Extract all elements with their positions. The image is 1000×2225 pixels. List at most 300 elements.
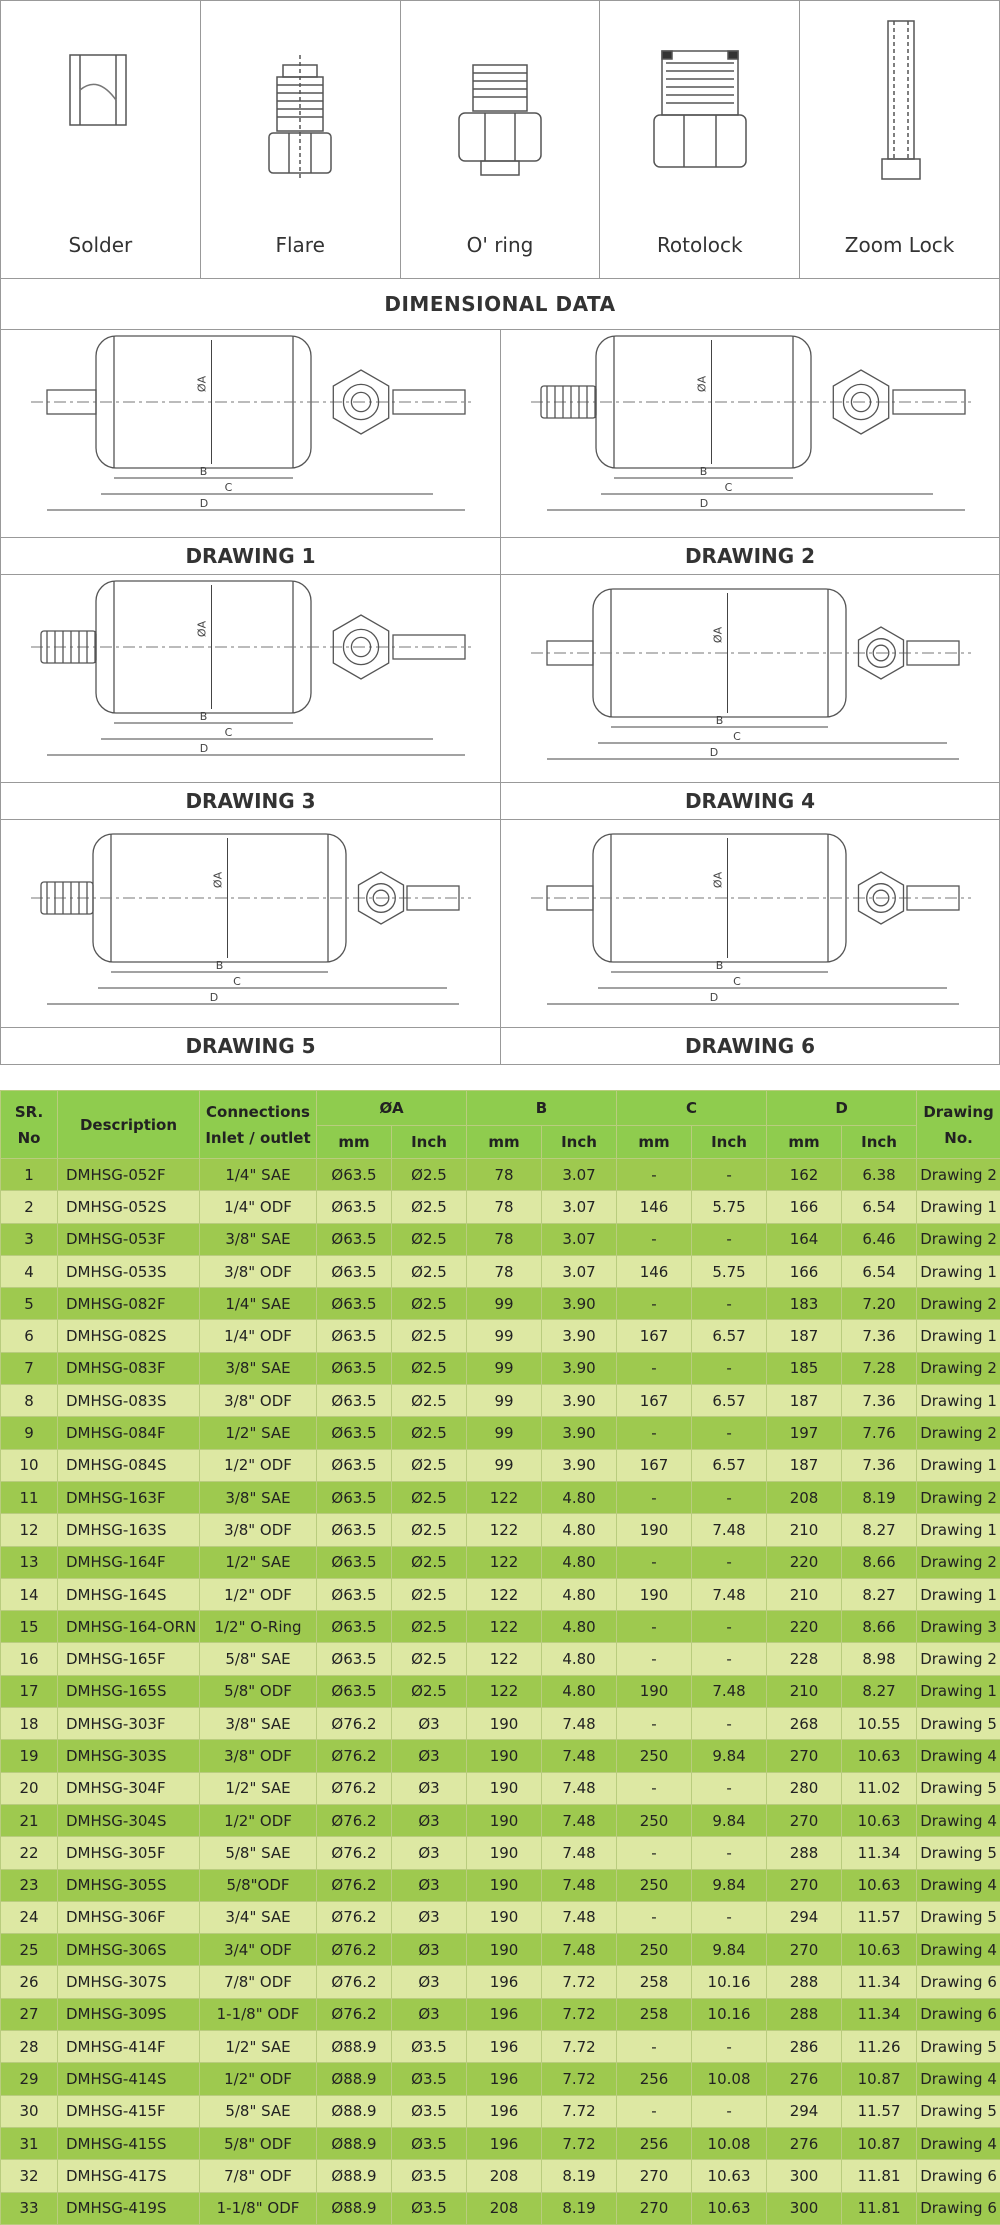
cell-c-mm: - [617, 2031, 692, 2063]
cell-connection: 3/4" SAE [200, 1901, 317, 1933]
cell-dia-a-inch: Ø2.5 [392, 1481, 467, 1513]
cell-d-inch: 10.63 [842, 1804, 917, 1836]
cell-d-mm: 288 [767, 1998, 842, 2030]
dimensional-data-title: DIMENSIONAL DATA [0, 279, 1000, 330]
cell-c-mm: 250 [617, 1934, 692, 1966]
drawing-5 [0, 820, 500, 1065]
table-row [1, 2160, 1000, 2192]
cell-dia-a-mm: Ø63.5 [317, 1675, 392, 1707]
table-row [1, 1837, 1000, 1869]
dimension-label-b: B [700, 465, 708, 478]
dimension-label-c: C [225, 481, 233, 494]
cell-sr-no: 30 [1, 2095, 58, 2127]
cell-c-inch: 9.84 [692, 1804, 767, 1836]
cell-b-mm: 190 [467, 1772, 542, 1804]
cell-c-mm: 250 [617, 1869, 692, 1901]
cell-b-inch: 7.48 [542, 1869, 617, 1901]
cell-c-mm: - [617, 1288, 692, 1320]
cell-b-mm: 99 [467, 1417, 542, 1449]
cell-d-mm: 187 [767, 1385, 842, 1417]
cell-c-mm: 258 [617, 1998, 692, 2030]
connection-types [0, 0, 1000, 279]
cell-sr-no: 28 [1, 2031, 58, 2063]
table-row [1, 1643, 1000, 1675]
cell-dia-a-mm: Ø63.5 [317, 1385, 392, 1417]
cell-d-inch: 7.76 [842, 1417, 917, 1449]
zoom-lock-fitting-icon [870, 15, 930, 195]
cell-drawing-no: Drawing 6 [917, 2192, 1000, 2224]
cell-c-inch: 10.16 [692, 1998, 767, 2030]
cell-sr-no: 22 [1, 1837, 58, 1869]
cell-dia-a-mm: Ø88.9 [317, 2063, 392, 2095]
cell-description: DMHSG-306F [58, 1901, 200, 1933]
cell-description: DMHSG-083F [58, 1352, 200, 1384]
cell-d-mm: 164 [767, 1223, 842, 1255]
cell-connection: 1/2" ODF [200, 1449, 317, 1481]
cell-drawing-no: Drawing 4 [917, 1934, 1000, 1966]
cell-c-mm: - [617, 1223, 692, 1255]
cell-c-inch: 9.84 [692, 1869, 767, 1901]
dimension-label-b: B [200, 710, 208, 723]
drawing-1 [0, 330, 500, 575]
cell-d-mm: 280 [767, 1772, 842, 1804]
cell-c-mm: 167 [617, 1385, 692, 1417]
cell-c-mm: - [617, 1708, 692, 1740]
cell-description: DMHSG-305S [58, 1869, 200, 1901]
cell-c-mm: - [617, 1159, 692, 1191]
cell-sr-no: 21 [1, 1804, 58, 1836]
cell-dia-a-mm: Ø63.5 [317, 1288, 392, 1320]
connection-rotolock [600, 1, 800, 279]
dimension-label-a: ØA [712, 626, 725, 643]
header-unit-mm: mm [617, 1126, 692, 1159]
cell-d-inch: 7.20 [842, 1288, 917, 1320]
dimension-label-a: ØA [212, 871, 225, 888]
cell-dia-a-mm: Ø63.5 [317, 1611, 392, 1643]
cell-b-inch: 7.72 [542, 1998, 617, 2030]
cell-drawing-no: Drawing 6 [917, 1998, 1000, 2030]
dimension-label-d: D [200, 497, 208, 510]
cell-d-inch: 11.34 [842, 1998, 917, 2030]
cell-description: DMHSG-053F [58, 1223, 200, 1255]
cell-b-inch: 7.48 [542, 1837, 617, 1869]
cell-dia-a-inch: Ø2.5 [392, 1385, 467, 1417]
cell-description: DMHSG-307S [58, 1966, 200, 1998]
cell-drawing-no: Drawing 5 [917, 2031, 1000, 2063]
drawings-grid [0, 330, 1000, 1065]
specs-table-body [1, 1159, 1000, 2225]
cell-d-mm: 187 [767, 1320, 842, 1352]
cell-sr-no: 9 [1, 1417, 58, 1449]
cell-sr-no: 31 [1, 2127, 58, 2159]
cell-b-mm: 196 [467, 1966, 542, 1998]
cell-d-inch: 10.63 [842, 1740, 917, 1772]
cell-description: DMHSG-082F [58, 1288, 200, 1320]
cell-dia-a-inch: Ø3.5 [392, 2127, 467, 2159]
cell-description: DMHSG-165S [58, 1675, 200, 1707]
cell-b-inch: 4.80 [542, 1514, 617, 1546]
cell-d-inch: 11.81 [842, 2160, 917, 2192]
cell-description: DMHSG-163S [58, 1514, 200, 1546]
cell-c-mm: 256 [617, 2063, 692, 2095]
table-row [1, 1191, 1000, 1223]
cell-b-mm: 190 [467, 1708, 542, 1740]
cell-d-mm: 270 [767, 1869, 842, 1901]
cell-c-mm: - [617, 1837, 692, 1869]
cell-dia-a-inch: Ø3 [392, 1998, 467, 2030]
cell-b-inch: 7.72 [542, 2127, 617, 2159]
cell-c-mm: - [617, 1772, 692, 1804]
drawing-label: DRAWING 5 [1, 1027, 500, 1064]
cell-b-inch: 4.80 [542, 1481, 617, 1513]
cell-d-mm: 166 [767, 1191, 842, 1223]
cell-connection: 1/4" ODF [200, 1320, 317, 1352]
table-row [1, 1934, 1000, 1966]
header-connections: Connections Inlet / outlet [200, 1091, 317, 1159]
cell-b-mm: 122 [467, 1514, 542, 1546]
cell-c-mm: - [617, 1643, 692, 1675]
cell-dia-a-inch: Ø3 [392, 1966, 467, 1998]
cell-c-inch: - [692, 2031, 767, 2063]
cell-d-mm: 220 [767, 1546, 842, 1578]
cell-drawing-no: Drawing 1 [917, 1385, 1000, 1417]
cell-c-mm: - [617, 1352, 692, 1384]
cell-connection: 7/8" ODF [200, 1966, 317, 1998]
cell-drawing-no: Drawing 5 [917, 1837, 1000, 1869]
cell-connection: 5/8" SAE [200, 1837, 317, 1869]
table-row [1, 1417, 1000, 1449]
cell-drawing-no: Drawing 2 [917, 1352, 1000, 1384]
dimension-label-c: C [225, 726, 233, 739]
cell-b-inch: 7.48 [542, 1740, 617, 1772]
cell-b-mm: 78 [467, 1223, 542, 1255]
cell-connection: 1/4" SAE [200, 1288, 317, 1320]
table-row [1, 1255, 1000, 1287]
cell-dia-a-mm: Ø63.5 [317, 1255, 392, 1287]
cell-dia-a-inch: Ø3 [392, 1837, 467, 1869]
table-row [1, 1320, 1000, 1352]
cell-dia-a-mm: Ø63.5 [317, 1159, 392, 1191]
cell-dia-a-mm: Ø88.9 [317, 2160, 392, 2192]
cell-connection: 5/8" SAE [200, 1643, 317, 1675]
cell-b-inch: 7.72 [542, 2095, 617, 2127]
cell-sr-no: 16 [1, 1643, 58, 1675]
cell-c-inch: 7.48 [692, 1578, 767, 1610]
cell-connection: 1/2" ODF [200, 2063, 317, 2095]
drawing-3-diagram [1, 575, 499, 782]
cell-dia-a-inch: Ø3 [392, 1934, 467, 1966]
cell-d-inch: 10.63 [842, 1869, 917, 1901]
cell-d-mm: 187 [767, 1449, 842, 1481]
cell-c-inch: 6.57 [692, 1449, 767, 1481]
header-unit-inch: Inch [392, 1126, 467, 1159]
cell-sr-no: 11 [1, 1481, 58, 1513]
cell-connection: 1/2" ODF [200, 1804, 317, 1836]
cell-d-inch: 10.63 [842, 1934, 917, 1966]
drawing-1-diagram [1, 330, 499, 537]
cell-drawing-no: Drawing 2 [917, 1643, 1000, 1675]
table-row [1, 2063, 1000, 2095]
cell-description: DMHSG-303F [58, 1708, 200, 1740]
solder-fitting-icon [60, 15, 140, 195]
cell-description: DMHSG-306S [58, 1934, 200, 1966]
table-row [1, 1708, 1000, 1740]
cell-dia-a-mm: Ø76.2 [317, 1837, 392, 1869]
cell-b-mm: 190 [467, 1901, 542, 1933]
cell-b-inch: 3.07 [542, 1255, 617, 1287]
table-row [1, 1804, 1000, 1836]
cell-d-mm: 268 [767, 1708, 842, 1740]
cell-b-mm: 99 [467, 1385, 542, 1417]
cell-dia-a-inch: Ø2.5 [392, 1578, 467, 1610]
cell-dia-a-inch: Ø2.5 [392, 1546, 467, 1578]
cell-b-inch: 4.80 [542, 1546, 617, 1578]
cell-sr-no: 6 [1, 1320, 58, 1352]
cell-sr-no: 32 [1, 2160, 58, 2192]
cell-c-inch: - [692, 1481, 767, 1513]
cell-c-mm: 250 [617, 1804, 692, 1836]
cell-sr-no: 26 [1, 1966, 58, 1998]
rotolock-fitting-icon [640, 15, 760, 195]
cell-d-inch: 6.38 [842, 1159, 917, 1191]
cell-dia-a-mm: Ø88.9 [317, 2127, 392, 2159]
drawing-3 [0, 575, 500, 820]
cell-b-inch: 7.72 [542, 2031, 617, 2063]
cell-dia-a-mm: Ø63.5 [317, 1578, 392, 1610]
cell-c-inch: - [692, 1417, 767, 1449]
cell-dia-a-inch: Ø2.5 [392, 1320, 467, 1352]
cell-c-inch: - [692, 1643, 767, 1675]
cell-d-mm: 270 [767, 1740, 842, 1772]
cell-c-inch: - [692, 2095, 767, 2127]
dimension-label-c: C [233, 975, 241, 988]
cell-c-inch: 9.84 [692, 1740, 767, 1772]
cell-b-inch: 7.48 [542, 1708, 617, 1740]
cell-c-inch: 6.57 [692, 1385, 767, 1417]
cell-b-inch: 3.90 [542, 1385, 617, 1417]
dimension-label-a: ØA [196, 620, 209, 637]
cell-description: DMHSG-417S [58, 2160, 200, 2192]
cell-dia-a-mm: Ø76.2 [317, 1869, 392, 1901]
cell-d-mm: 162 [767, 1159, 842, 1191]
drawing-label: DRAWING 1 [1, 537, 500, 574]
cell-d-inch: 11.34 [842, 1837, 917, 1869]
cell-d-mm: 276 [767, 2063, 842, 2095]
cell-d-mm: 197 [767, 1417, 842, 1449]
cell-b-mm: 122 [467, 1675, 542, 1707]
header-d: D [767, 1091, 917, 1126]
cell-description: DMHSG-084S [58, 1449, 200, 1481]
header-dia-a: ØA [317, 1091, 467, 1126]
cell-d-inch: 11.34 [842, 1966, 917, 1998]
cell-c-inch: 6.57 [692, 1320, 767, 1352]
connection-label: O' ring [401, 233, 600, 257]
cell-dia-a-inch: Ø2.5 [392, 1191, 467, 1223]
cell-dia-a-mm: Ø63.5 [317, 1481, 392, 1513]
cell-connection: 3/8" ODF [200, 1255, 317, 1287]
cell-d-mm: 185 [767, 1352, 842, 1384]
cell-drawing-no: Drawing 1 [917, 1255, 1000, 1287]
cell-drawing-no: Drawing 4 [917, 2127, 1000, 2159]
cell-connection: 3/8" SAE [200, 1708, 317, 1740]
cell-connection: 3/8" SAE [200, 1223, 317, 1255]
cell-description: DMHSG-052S [58, 1191, 200, 1223]
table-row [1, 2031, 1000, 2063]
cell-d-mm: 294 [767, 2095, 842, 2127]
cell-d-inch: 8.27 [842, 1675, 917, 1707]
cell-dia-a-inch: Ø3.5 [392, 2160, 467, 2192]
drawing-label: DRAWING 4 [501, 782, 999, 819]
cell-drawing-no: Drawing 1 [917, 1320, 1000, 1352]
cell-dia-a-mm: Ø63.5 [317, 1320, 392, 1352]
flare-fitting-icon [255, 15, 345, 195]
cell-c-mm: - [617, 1417, 692, 1449]
cell-description: DMHSG-052F [58, 1159, 200, 1191]
cell-sr-no: 20 [1, 1772, 58, 1804]
dimension-label-a: ØA [696, 375, 709, 392]
cell-connection: 3/8" SAE [200, 1481, 317, 1513]
cell-connection: 1/2" SAE [200, 2031, 317, 2063]
cell-sr-no: 13 [1, 1546, 58, 1578]
cell-connection: 5/8" ODF [200, 2127, 317, 2159]
cell-c-inch: 7.48 [692, 1675, 767, 1707]
cell-c-inch: 7.48 [692, 1514, 767, 1546]
cell-b-mm: 196 [467, 2031, 542, 2063]
dimension-label-d: D [710, 746, 718, 759]
cell-d-mm: 270 [767, 1934, 842, 1966]
cell-b-mm: 78 [467, 1255, 542, 1287]
cell-dia-a-mm: Ø76.2 [317, 1740, 392, 1772]
cell-c-mm: 146 [617, 1255, 692, 1287]
drawing-label: DRAWING 2 [501, 537, 999, 574]
cell-sr-no: 12 [1, 1514, 58, 1546]
cell-connection: 3/4" ODF [200, 1934, 317, 1966]
cell-dia-a-mm: Ø63.5 [317, 1191, 392, 1223]
cell-connection: 1/2" SAE [200, 1772, 317, 1804]
cell-dia-a-mm: Ø76.2 [317, 1708, 392, 1740]
cell-connection: 5/8"ODF [200, 1869, 317, 1901]
cell-connection: 7/8" ODF [200, 2160, 317, 2192]
table-row [1, 1998, 1000, 2030]
header-c: C [617, 1091, 767, 1126]
cell-drawing-no: Drawing 2 [917, 1159, 1000, 1191]
cell-b-inch: 7.48 [542, 1804, 617, 1836]
cell-dia-a-inch: Ø3 [392, 1708, 467, 1740]
cell-b-mm: 190 [467, 1869, 542, 1901]
cell-dia-a-inch: Ø2.5 [392, 1514, 467, 1546]
cell-d-inch: 8.66 [842, 1546, 917, 1578]
cell-sr-no: 25 [1, 1934, 58, 1966]
header-b: B [467, 1091, 617, 1126]
dimension-label-a: ØA [712, 871, 725, 888]
cell-b-mm: 99 [467, 1449, 542, 1481]
cell-sr-no: 5 [1, 1288, 58, 1320]
cell-dia-a-inch: Ø2.5 [392, 1159, 467, 1191]
cell-d-mm: 300 [767, 2160, 842, 2192]
header-unit-inch: Inch [542, 1126, 617, 1159]
dimension-label-b: B [200, 465, 208, 478]
cell-c-inch: - [692, 1901, 767, 1933]
cell-b-mm: 190 [467, 1804, 542, 1836]
dimension-label-d: D [210, 991, 218, 1004]
cell-b-mm: 78 [467, 1159, 542, 1191]
cell-sr-no: 19 [1, 1740, 58, 1772]
cell-description: DMHSG-165F [58, 1643, 200, 1675]
table-row [1, 2127, 1000, 2159]
connection-solder [1, 1, 201, 279]
cell-description: DMHSG-164F [58, 1546, 200, 1578]
cell-c-mm: - [617, 1481, 692, 1513]
cell-b-inch: 4.80 [542, 1643, 617, 1675]
cell-dia-a-inch: Ø2.5 [392, 1675, 467, 1707]
cell-b-inch: 7.48 [542, 1901, 617, 1933]
table-row [1, 1546, 1000, 1578]
cell-description: DMHSG-304F [58, 1772, 200, 1804]
cell-drawing-no: Drawing 3 [917, 1611, 1000, 1643]
cell-drawing-no: Drawing 4 [917, 1869, 1000, 1901]
cell-d-mm: 210 [767, 1514, 842, 1546]
cell-drawing-no: Drawing 1 [917, 1514, 1000, 1546]
cell-d-mm: 300 [767, 2192, 842, 2224]
table-row [1, 1385, 1000, 1417]
cell-dia-a-mm: Ø76.2 [317, 1901, 392, 1933]
cell-dia-a-mm: Ø76.2 [317, 1804, 392, 1836]
cell-description: DMHSG-303S [58, 1740, 200, 1772]
drawing-6 [500, 820, 1000, 1065]
cell-drawing-no: Drawing 5 [917, 1901, 1000, 1933]
cell-sr-no: 23 [1, 1869, 58, 1901]
cell-connection: 1/2" ODF [200, 1578, 317, 1610]
cell-drawing-no: Drawing 2 [917, 1288, 1000, 1320]
cell-dia-a-inch: Ø2.5 [392, 1449, 467, 1481]
cell-d-inch: 11.02 [842, 1772, 917, 1804]
cell-dia-a-inch: Ø2.5 [392, 1352, 467, 1384]
cell-d-inch: 10.87 [842, 2063, 917, 2095]
header-unit-inch: Inch [842, 1126, 917, 1159]
cell-dia-a-inch: Ø3.5 [392, 2095, 467, 2127]
cell-c-inch: 10.16 [692, 1966, 767, 1998]
dimension-label-b: B [716, 714, 724, 727]
cell-d-mm: 276 [767, 2127, 842, 2159]
cell-d-inch: 11.81 [842, 2192, 917, 2224]
cell-d-mm: 286 [767, 2031, 842, 2063]
cell-b-inch: 4.80 [542, 1675, 617, 1707]
dimension-label-c: C [733, 730, 741, 743]
connection-label: Rotolock [600, 233, 799, 257]
dimension-label-a: ØA [196, 375, 209, 392]
cell-description: DMHSG-415S [58, 2127, 200, 2159]
cell-b-mm: 190 [467, 1740, 542, 1772]
cell-dia-a-inch: Ø3 [392, 1772, 467, 1804]
cell-drawing-no: Drawing 2 [917, 1481, 1000, 1513]
cell-description: DMHSG-082S [58, 1320, 200, 1352]
cell-dia-a-inch: Ø2.5 [392, 1288, 467, 1320]
table-row [1, 1481, 1000, 1513]
cell-connection: 1-1/8" ODF [200, 1998, 317, 2030]
cell-dia-a-mm: Ø63.5 [317, 1223, 392, 1255]
cell-description: DMHSG-163F [58, 1481, 200, 1513]
cell-b-mm: 208 [467, 2160, 542, 2192]
cell-d-mm: 208 [767, 1481, 842, 1513]
cell-description: DMHSG-083S [58, 1385, 200, 1417]
dimension-label-c: C [733, 975, 741, 988]
dimension-label-b: B [216, 959, 224, 972]
cell-description: DMHSG-164S [58, 1578, 200, 1610]
dimension-label-d: D [710, 991, 718, 1004]
cell-dia-a-mm: Ø76.2 [317, 1998, 392, 2030]
cell-c-inch: - [692, 1288, 767, 1320]
table-row [1, 1159, 1000, 1191]
